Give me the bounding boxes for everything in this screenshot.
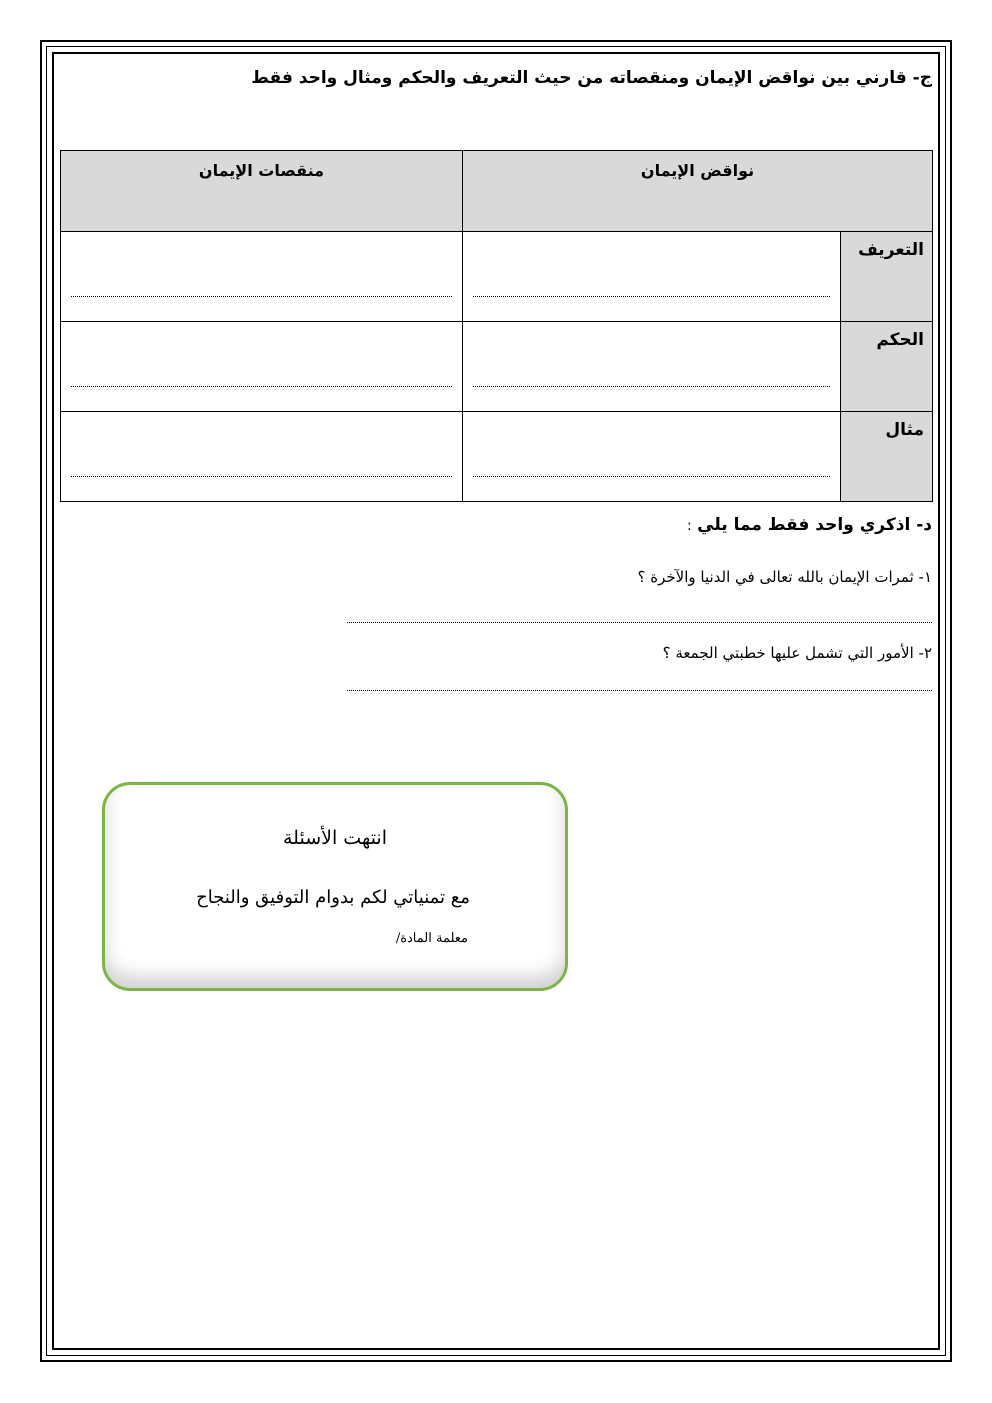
- row-label-ruling: الحكم: [841, 322, 933, 412]
- question-1: ١- ثمرات الإيمان بالله تعالى في الدنيا والآخرة ؟: [637, 568, 932, 586]
- dotted-answer-line: [71, 256, 452, 297]
- section-d-colon: :: [687, 518, 692, 534]
- table-row: [61, 412, 933, 502]
- table-row: [61, 322, 933, 412]
- closing-message-box: [102, 782, 568, 991]
- comparison-table: [60, 150, 933, 502]
- closing-line-wishes: مع تمنياتي لكم بدوام التوفيق والنجاح: [196, 887, 470, 908]
- table-row: [61, 232, 933, 322]
- dotted-answer-line: [473, 346, 830, 387]
- dotted-answer-line: [473, 256, 830, 297]
- table-header-row: [61, 151, 933, 232]
- answer-cell-munqisat-definition[interactable]: [61, 232, 463, 322]
- question-2-answer-line[interactable]: [347, 690, 932, 691]
- closing-line-teacher: معلمة المادة/: [395, 931, 468, 946]
- header-nawaqid: نواقض الإيمان: [463, 151, 933, 232]
- answer-cell-munqisat-example[interactable]: [61, 412, 463, 502]
- question-1-answer-line[interactable]: [347, 622, 932, 623]
- answer-cell-nawaqid-definition[interactable]: [463, 232, 841, 322]
- answer-cell-nawaqid-ruling[interactable]: [463, 322, 841, 412]
- section-d-heading: [687, 515, 932, 535]
- row-label-example: مثال: [841, 412, 933, 502]
- answer-cell-munqisat-ruling[interactable]: [61, 322, 463, 412]
- section-c-heading: ج- قارني بين نواقض الإيمان ومنقصاته من حيث التعريف والحكم ومثال واحد فقط: [251, 68, 932, 88]
- header-munqisat: منقصات الإيمان: [61, 151, 463, 232]
- dotted-answer-line: [473, 436, 830, 477]
- answer-cell-nawaqid-example[interactable]: [463, 412, 841, 502]
- dotted-answer-line: [71, 436, 452, 477]
- row-label-definition: التعريف: [841, 232, 933, 322]
- question-2: ٢- الأمور التي تشمل عليها خطبتي الجمعة ؟: [662, 644, 932, 662]
- closing-line-end: انتهت الأسئلة: [283, 827, 387, 849]
- section-d-title: د- اذكري واحد فقط مما يلي: [697, 515, 932, 535]
- dotted-answer-line: [71, 346, 452, 387]
